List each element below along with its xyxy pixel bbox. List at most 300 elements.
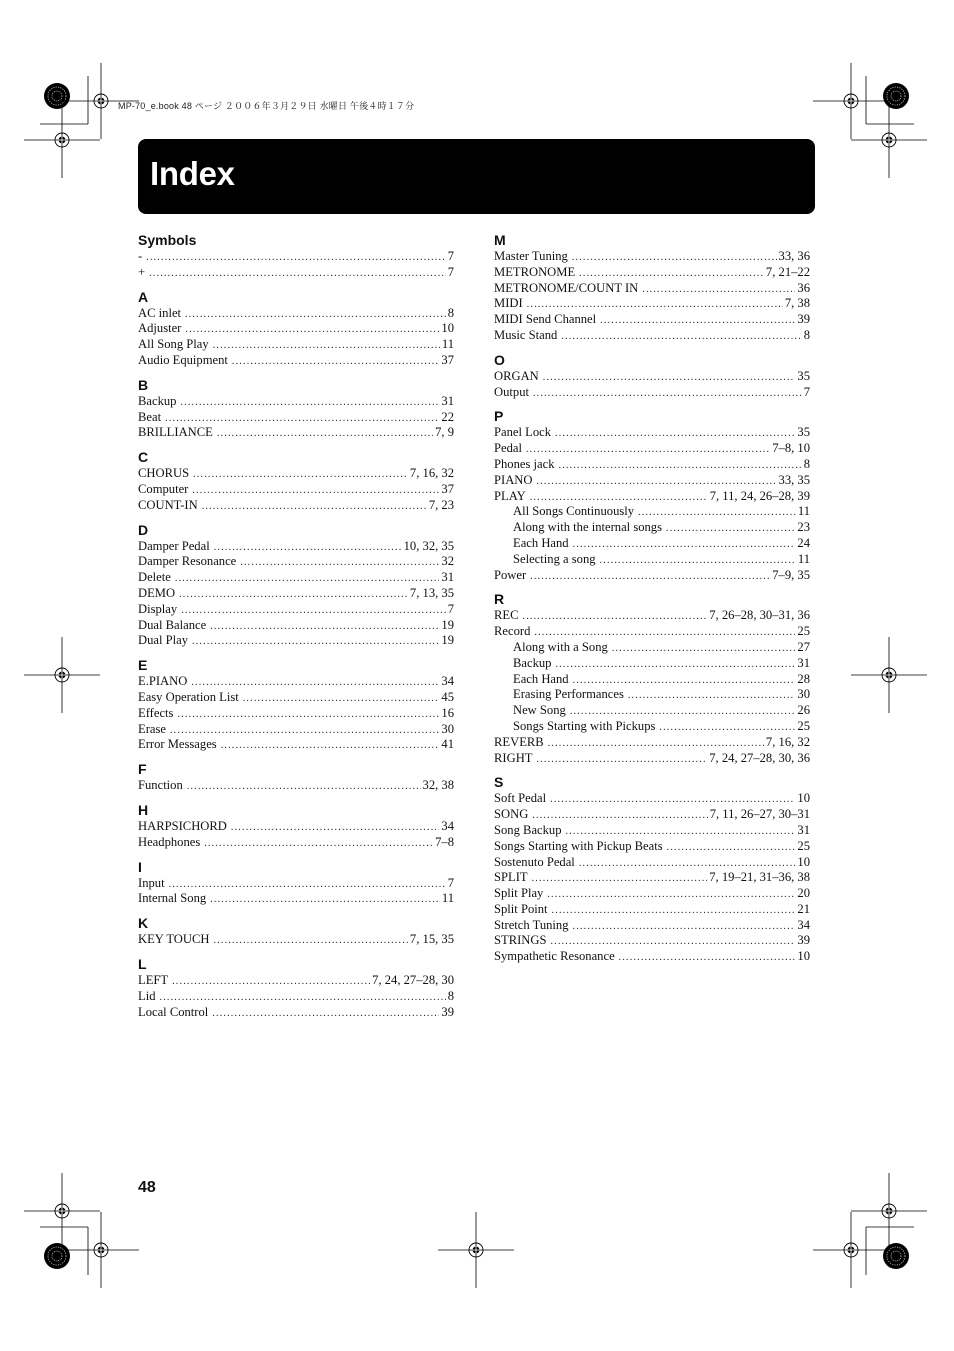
index-entry (494, 791, 810, 807)
dot-leader (561, 332, 801, 342)
dot-leader (232, 357, 440, 367)
crosshair-icon (438, 1212, 514, 1288)
dot-leader (642, 285, 795, 295)
entry-pages: 7, 13, 35 (409, 585, 454, 600)
entry-pages: 11 (441, 337, 454, 352)
dot-leader (146, 253, 446, 263)
entry-term: LEFT (138, 972, 169, 987)
dot-leader (179, 590, 408, 600)
entry-term: KEY TOUCH (138, 932, 210, 947)
index-entry (494, 265, 810, 281)
index-entry (138, 819, 454, 835)
dot-leader (552, 906, 796, 916)
entry-term: Output (494, 384, 529, 399)
entry-pages: 7, 19–21, 31–36, 38 (709, 870, 810, 885)
entry-pages: 7–9, 35 (772, 567, 810, 582)
index-entry (138, 306, 454, 322)
index-column-right (494, 232, 810, 973)
index-entry (494, 369, 810, 385)
entry-pages: 39 (797, 312, 810, 327)
entry-term: COUNT-IN (138, 497, 198, 512)
entry-pages: 7, 24, 27–28, 30 (372, 972, 454, 987)
entry-term: Damper Pedal (138, 538, 210, 553)
dot-leader (530, 493, 708, 503)
entry-pages: 25 (797, 718, 810, 733)
entry-pages: 7, 11, 24, 26–28, 39 (709, 488, 810, 503)
dot-leader (532, 811, 707, 821)
entry-term: Split Point (494, 901, 548, 916)
index-section (138, 802, 454, 851)
index-entry (138, 737, 454, 753)
section-heading: S (494, 774, 504, 791)
entry-pages: 28 (797, 671, 810, 686)
index-entry (494, 425, 810, 441)
entry-term: SPLIT (494, 870, 528, 885)
entry-pages: 22 (441, 409, 454, 424)
entry-pages: 8 (803, 456, 810, 471)
dot-leader (213, 341, 440, 351)
index-subentry (494, 719, 810, 735)
index-subentry (494, 687, 810, 703)
index-entry (494, 457, 810, 473)
entry-term: MIDI Send Channel (494, 312, 597, 327)
dot-leader (181, 606, 446, 616)
section-heading: P (494, 408, 504, 425)
entry-pages: 7 (803, 384, 810, 399)
dot-leader (526, 445, 770, 455)
entry-term: Music Stand (494, 327, 558, 342)
index-entry (138, 602, 454, 618)
entry-term: Songs Starting with Pickup Beats (494, 838, 663, 853)
entry-pages: 7, 23 (428, 497, 454, 512)
dot-leader (573, 922, 796, 932)
index-subentry (494, 672, 810, 688)
dot-leader (536, 477, 776, 487)
index-entry (138, 466, 454, 482)
dot-leader (170, 726, 439, 736)
entry-term: Dual Balance (138, 617, 207, 632)
entry-term: METRONOME/COUNT IN (494, 280, 639, 295)
star-target-icon (883, 1243, 909, 1269)
entry-pages: 19 (441, 633, 454, 648)
index-subentry (494, 552, 810, 568)
entry-pages: 33, 35 (778, 472, 810, 487)
entry-term: PIANO (494, 472, 533, 487)
entry-term: Record (494, 624, 531, 639)
crosshair-icon (24, 637, 100, 713)
entry-term: New Song (513, 703, 566, 718)
entry-pages: 10 (797, 791, 810, 806)
index-entry (494, 855, 810, 871)
entry-pages: 7, 16, 32 (409, 466, 454, 481)
entry-term: Songs Starting with Pickups (513, 718, 656, 733)
dot-leader (659, 723, 795, 733)
entry-pages: 7, 26–28, 30–31, 36 (709, 608, 810, 623)
section-heading: E (138, 657, 148, 674)
entry-term: Effects (138, 705, 174, 720)
dot-leader (523, 612, 708, 622)
section-heading: R (494, 591, 505, 608)
entry-pages: 41 (441, 737, 454, 752)
index-section (138, 657, 454, 753)
index-entry (138, 706, 454, 722)
entry-pages: 39 (441, 1004, 454, 1019)
dot-leader (600, 316, 795, 326)
entry-pages: 26 (797, 703, 810, 718)
entry-pages: 7, 21–22 (765, 264, 810, 279)
entry-pages: 7 (447, 601, 454, 616)
index-entry (138, 570, 454, 586)
entry-term: Each Hand (513, 535, 569, 550)
entry-pages: 7, 15, 35 (409, 932, 454, 947)
entry-term: All Songs Continuously (513, 504, 635, 519)
section-heading: D (138, 521, 149, 538)
entry-term: Master Tuning (494, 249, 568, 263)
dot-leader (530, 572, 770, 582)
index-section (138, 522, 454, 650)
index-entry (494, 918, 810, 934)
index-entry (138, 410, 454, 426)
entry-pages: 45 (441, 689, 454, 704)
dot-leader (579, 269, 764, 279)
entry-pages: 37 (441, 352, 454, 367)
index-subentry (494, 536, 810, 552)
entry-term: AC inlet (138, 305, 182, 320)
dot-leader (221, 741, 440, 751)
dot-leader (536, 755, 707, 765)
index-entry (494, 949, 810, 965)
index-entry (138, 554, 454, 570)
entry-pages: 34 (797, 917, 810, 932)
entry-term: MIDI (494, 296, 523, 311)
entry-pages: 34 (441, 818, 454, 833)
dot-leader (193, 470, 408, 480)
index-entry (494, 735, 810, 751)
entry-term: Internal Song (138, 891, 207, 906)
index-entry (138, 265, 454, 281)
entry-term: Each Hand (513, 671, 569, 686)
dot-leader (187, 782, 421, 792)
entry-pages: 7, 16, 32 (765, 734, 810, 749)
dot-leader (555, 660, 795, 670)
entry-term: Headphones (138, 834, 201, 849)
dot-leader (600, 556, 796, 566)
dot-leader (180, 398, 439, 408)
index-column-left (138, 232, 454, 1028)
entry-pages: 35 (797, 368, 810, 383)
file-info-header: MP-70_e.book 48 ページ ２００６年３月２９日 水曜日 午後４時１７分 (118, 101, 415, 111)
entry-term: Panel Lock (494, 425, 552, 440)
dot-leader (628, 691, 796, 701)
entry-pages: 23 (797, 520, 810, 535)
entry-term: Selecting a song (513, 551, 596, 566)
index-section (138, 915, 454, 948)
entry-term: RIGHT (494, 750, 533, 765)
entry-pages: 7–8 (435, 834, 454, 849)
entry-term: STRINGS (494, 933, 547, 948)
dot-leader (566, 827, 796, 837)
entry-pages: 37 (441, 481, 454, 496)
dot-leader (559, 461, 802, 471)
entry-term: Easy Operation List (138, 689, 239, 704)
entry-pages: 32 (441, 554, 454, 569)
entry-pages: 7, 24, 27–28, 30, 36 (709, 750, 810, 765)
entry-term: ORGAN (494, 368, 539, 383)
index-entry (494, 839, 810, 855)
entry-term: REVERB (494, 734, 544, 749)
dot-leader (160, 993, 446, 1003)
index-section (138, 761, 454, 794)
entry-pages: 31 (797, 655, 810, 670)
index-subentry (494, 656, 810, 672)
entry-term: SONG (494, 807, 529, 822)
crosshair-icon (24, 102, 100, 178)
section-heading: K (138, 915, 149, 932)
index-entry (138, 321, 454, 337)
entry-term: Stretch Tuning (494, 917, 569, 932)
index-entry (138, 876, 454, 892)
dot-leader (169, 880, 446, 890)
index-entry (138, 932, 454, 948)
index-entry (494, 249, 810, 265)
entry-pages: 25 (797, 838, 810, 853)
section-heading: B (138, 376, 149, 393)
entry-pages: 24 (797, 535, 810, 550)
entry-pages: 10, 32, 35 (403, 538, 454, 553)
index-section (494, 232, 810, 344)
dot-leader (573, 676, 796, 686)
entry-term: - (138, 249, 143, 263)
dot-leader (543, 373, 796, 383)
entry-pages: 7 (447, 875, 454, 890)
dot-leader (612, 644, 796, 654)
entry-term: METRONOME (494, 264, 576, 279)
entry-term: Pedal (494, 441, 522, 456)
entry-pages: 33, 36 (778, 249, 810, 263)
entry-pages: 8 (447, 988, 454, 1003)
index-entry (138, 394, 454, 410)
crosshair-icon (813, 1212, 889, 1288)
index-entry (138, 674, 454, 690)
dot-leader (573, 540, 796, 550)
entry-pages: 11 (441, 891, 454, 906)
dot-leader (214, 936, 408, 946)
entry-pages: 30 (441, 721, 454, 736)
dot-leader (579, 859, 796, 869)
dot-leader (550, 795, 795, 805)
dot-leader (619, 953, 796, 963)
section-heading: O (494, 351, 505, 368)
entry-term: Erasing Performances (513, 687, 624, 702)
index-entry (138, 249, 454, 265)
index-entry (494, 933, 810, 949)
entry-pages: 10 (797, 854, 810, 869)
entry-term: HARPSICHORD (138, 818, 227, 833)
index-section (494, 408, 810, 583)
index-entry (494, 281, 810, 297)
dot-leader (570, 707, 796, 717)
index-section (138, 232, 454, 281)
entry-term: CHORUS (138, 466, 190, 481)
entry-pages: 10 (797, 949, 810, 964)
section-heading: Symbols (138, 232, 197, 248)
dot-leader (240, 558, 439, 568)
entry-pages: 7 (447, 264, 454, 279)
dot-leader (210, 895, 440, 905)
index-entry (494, 328, 810, 344)
index-entry (494, 312, 810, 328)
entry-term: Power (494, 567, 527, 582)
dot-leader (202, 502, 427, 512)
index-entry (138, 337, 454, 353)
dot-leader (667, 843, 796, 853)
dot-leader (192, 637, 439, 647)
crosshair-icon (24, 1173, 100, 1249)
entry-pages: 30 (797, 687, 810, 702)
entry-term: Computer (138, 481, 189, 496)
entry-term: Local Control (138, 1004, 209, 1019)
dot-leader (550, 937, 795, 947)
entry-pages: 35 (797, 425, 810, 440)
entry-pages: 31 (441, 393, 454, 408)
index-entry (138, 539, 454, 555)
index-entry (138, 482, 454, 498)
entry-pages: 7–8, 10 (772, 441, 810, 456)
section-heading: C (138, 449, 149, 466)
dot-leader (165, 414, 439, 424)
index-entry (494, 296, 810, 312)
dot-leader (217, 429, 433, 439)
index-section (138, 289, 454, 369)
crosshair-icon (851, 1173, 927, 1249)
index-entry (494, 902, 810, 918)
entry-term: Backup (513, 655, 552, 670)
index-entry (138, 722, 454, 738)
index-entry (138, 425, 454, 441)
index-entry (138, 618, 454, 634)
index-entry (138, 973, 454, 989)
entry-term: E.PIANO (138, 674, 188, 689)
page-title: Index (150, 155, 235, 192)
dot-leader (243, 694, 440, 704)
dot-leader (231, 823, 440, 833)
dot-leader (214, 543, 402, 553)
entry-pages: 16 (441, 705, 454, 720)
entry-pages: 19 (441, 617, 454, 632)
index-entry (494, 870, 810, 886)
index-section (494, 774, 810, 965)
index-entry (138, 835, 454, 851)
entry-pages: 7, 9 (435, 425, 454, 440)
entry-term: Dual Play (138, 633, 189, 648)
index-subentry (494, 703, 810, 719)
dot-leader (172, 977, 370, 987)
index-entry (138, 778, 454, 794)
entry-term: Audio Equipment (138, 352, 228, 367)
index-entry (138, 633, 454, 649)
entry-term: Backup (138, 393, 177, 408)
entry-term: Along with a Song (513, 639, 608, 654)
section-heading: L (138, 955, 147, 972)
index-section (138, 377, 454, 441)
entry-pages: 21 (797, 901, 810, 916)
section-heading: H (138, 801, 149, 818)
entry-pages: 8 (447, 305, 454, 320)
dot-leader (533, 389, 802, 399)
index-entry (494, 807, 810, 823)
dot-leader (204, 839, 433, 849)
entry-pages: 27 (797, 639, 810, 654)
entry-term: BRILLIANCE (138, 425, 213, 440)
entry-term: Delete (138, 570, 171, 585)
entry-term: Sostenuto Pedal (494, 854, 575, 869)
entry-term: Erase (138, 721, 166, 736)
entry-term: Beat (138, 409, 162, 424)
title-banner (138, 139, 815, 214)
dot-leader (185, 310, 446, 320)
entry-term: Damper Resonance (138, 554, 237, 569)
entry-term: Function (138, 778, 183, 793)
index-subentry (494, 640, 810, 656)
entry-term: Phones jack (494, 456, 555, 471)
entry-pages: 8 (803, 327, 810, 342)
entry-pages: 7, 11, 26–27, 30–31 (709, 807, 810, 822)
index-entry (494, 441, 810, 457)
index-entry (494, 886, 810, 902)
entry-pages: 39 (797, 933, 810, 948)
entry-pages: 7, 38 (784, 296, 810, 311)
entry-pages: 10 (441, 321, 454, 336)
index-section (138, 956, 454, 1020)
dot-leader (532, 874, 708, 884)
dot-leader (638, 508, 796, 518)
entry-term: Sympathetic Resonance (494, 949, 615, 964)
dot-leader (149, 269, 446, 279)
entry-term: DEMO (138, 585, 176, 600)
page-number: 48 (138, 1179, 156, 1196)
index-entry (138, 690, 454, 706)
index-subentry (494, 504, 810, 520)
star-target-icon (44, 83, 70, 109)
entry-term: Display (138, 601, 178, 616)
index-entry (494, 751, 810, 767)
dot-leader (548, 739, 764, 749)
dot-leader (572, 253, 777, 263)
index-entry (494, 473, 810, 489)
entry-pages: 36 (797, 280, 810, 295)
index-entry (494, 385, 810, 401)
entry-term: Input (138, 875, 165, 890)
entry-term: + (138, 264, 146, 279)
dot-leader (212, 1009, 439, 1019)
dot-leader (547, 890, 795, 900)
dot-leader (191, 678, 439, 688)
index-entry (494, 489, 810, 505)
section-heading: I (138, 858, 142, 875)
entry-pages: 34 (441, 674, 454, 689)
index-subentry (494, 520, 810, 536)
entry-pages: 32, 38 (422, 778, 454, 793)
entry-pages: 31 (797, 822, 810, 837)
crosshair-icon (851, 102, 927, 178)
dot-leader (534, 628, 795, 638)
entry-term: Song Backup (494, 822, 562, 837)
crosshair-icon (851, 637, 927, 713)
dot-leader (666, 524, 795, 534)
entry-term: Lid (138, 988, 156, 1003)
index-entry (138, 498, 454, 514)
index-entry (138, 586, 454, 602)
